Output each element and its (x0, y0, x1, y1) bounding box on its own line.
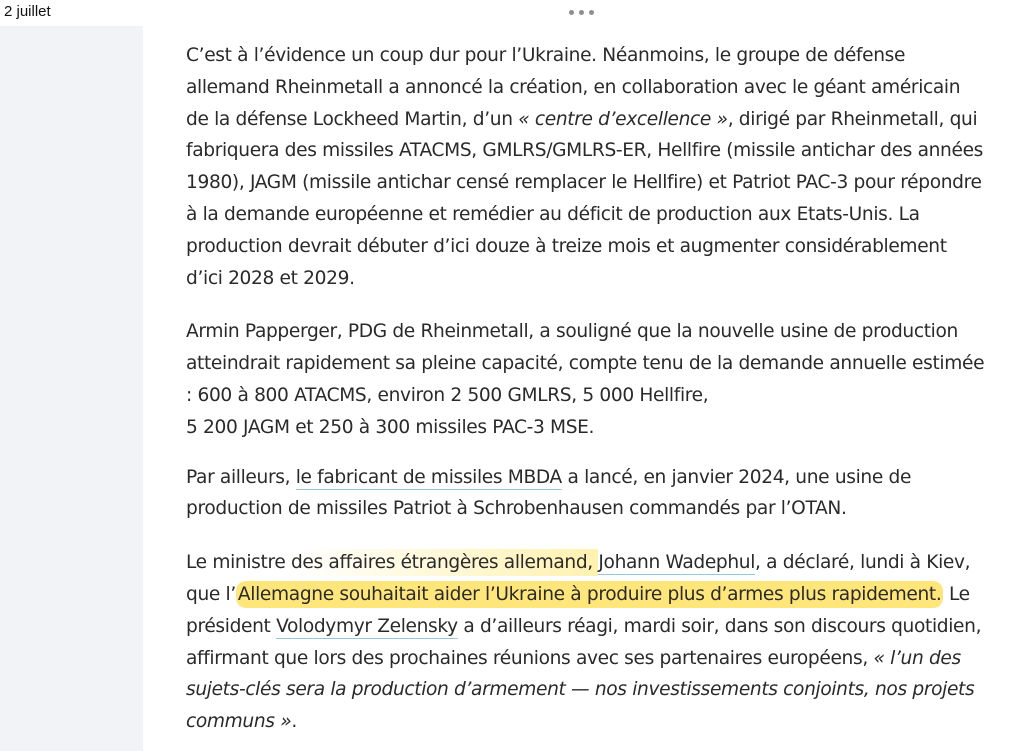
text: a lancé, en janvier 2024, une usine de production de missiles Patriot à Schrobenhausen commandés par l’OTAN. (186, 466, 912, 520)
article-body (186, 40, 986, 738)
text: C’est à l’évidence un coup dur pour l’Ukraine. Néanmoins, le groupe de défense allemand Rheinmetall a annoncé la création, en collaboration avec le géant américain de la défense Lockheed Martin, d’un (186, 45, 961, 130)
dot (569, 10, 574, 15)
article-paragraph (186, 462, 986, 526)
quote: « centre d’excellence » (518, 108, 728, 130)
article-paragraph (186, 316, 986, 443)
dot (579, 10, 584, 15)
mbda-link[interactable]: le fabricant de missiles MBDA (295, 466, 562, 488)
text: , dirigé par Rheinmetall, qui fabriquera des missiles ATACMS, GMLRS/GMLRS-ER, Hellfire (missile antichar des années 1980), JAGM (missile antichar censé remplacer le Hellfire) et Patriot PAC-3 pour répondre à la demande européenne et remédier au déficit de production aux Etats-Unis. La production devrait débuter d’ici douze à treize mois et augmenter considérablement d’ici 2028 et 2029. (186, 108, 983, 289)
article-paragraph (186, 547, 986, 738)
zelensky-link[interactable]: Volodymyr Zelensky (276, 615, 458, 637)
text: Par ailleurs, (186, 466, 296, 488)
text: , a déclaré, lundi à Kiev, que l’ (186, 552, 971, 605)
text: Le président (186, 583, 970, 637)
highlighted-text: des affaires étrangères allemand, (291, 549, 598, 576)
quote: « l’un des sujets-clés sera la production d’armement — nos investissements conjoints, nos projets communs » (186, 647, 975, 733)
date-label: 2 juillet (4, 3, 51, 20)
text: a d’ailleurs réagi, mardi soir, dans son discours quotidien, affirmant que lors des prochaines réunions avec ses partenaires européens, (186, 615, 982, 669)
dot (589, 10, 594, 15)
text: Le ministre (186, 552, 291, 574)
wadephul-link[interactable]: Johann Wadephul (598, 552, 756, 574)
text: . (291, 711, 297, 733)
highlighted-text: Allemagne souhaitait aider l’Ukraine à produire plus d’armes plus rapidement. (236, 581, 944, 608)
text: 5 200 JAGM et 250 à 300 missiles PAC-3 MSE. (186, 416, 595, 438)
more-horizontal-icon[interactable] (569, 10, 594, 15)
text: Armin Papperger, PDG de Rheinmetall, a souligné que la nouvelle usine de production atteindrait rapidement sa pleine capacité, compte tenu de la demande annuelle estimée : 600 à 800 ATACMS, environ 2 500 GMLRS, 5 000 Hellfire, (186, 321, 985, 406)
article-paragraph (186, 40, 986, 294)
left-sidebar (0, 26, 143, 751)
top-bar (0, 0, 1024, 26)
